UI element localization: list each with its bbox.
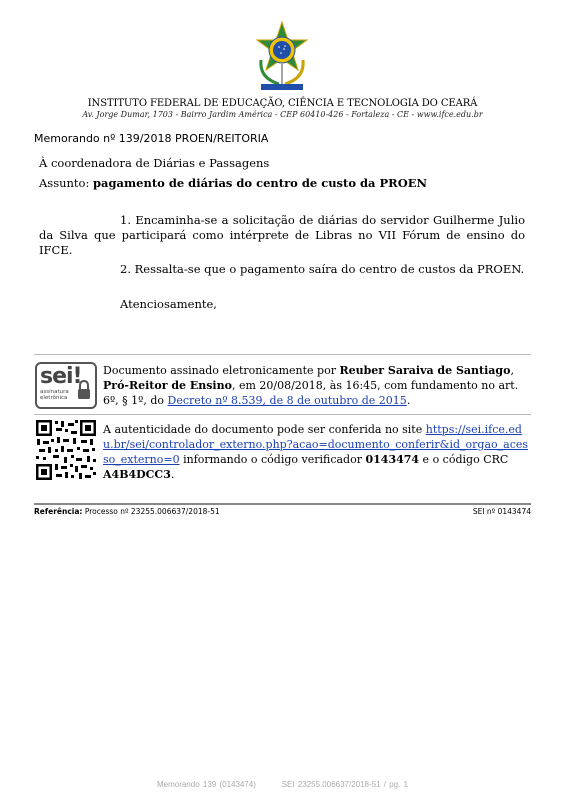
authenticity-text-1: A autenticidade do documento pode ser conferida no site bbox=[103, 423, 426, 436]
decree-link[interactable]: Decreto nº 8.539, de 8 de outubro de 2015 bbox=[167, 394, 407, 407]
authenticity-text-2: informando o código verificador bbox=[179, 453, 366, 466]
divider bbox=[34, 414, 531, 415]
sei-signature-logo bbox=[35, 362, 97, 409]
memo-recipient: À coordenadora de Diárias e Passagens bbox=[39, 156, 270, 170]
divider bbox=[34, 503, 531, 505]
institution-address: Av. Jorge Dumar, 1703 - Bairro Jardim América - CEP 60410-426 - Fortaleza - CE - www.ifce.edu.br bbox=[82, 110, 483, 119]
brazil-coat-of-arms-icon bbox=[249, 20, 315, 92]
lock-icon bbox=[77, 380, 91, 400]
subject-text: pagamento de diárias do centro de custo da PROEN bbox=[93, 176, 428, 190]
signer-role: Pró-Reitor de Ensino bbox=[103, 379, 232, 392]
memo-paragraph-1: 1. Encaminha-se a solicitação de diárias do servidor Guilherme Julio da Silva que participará como intérprete de Libras no VII Fórum de ensino do IFCE. bbox=[39, 213, 525, 257]
verifier-code: 0143474 bbox=[365, 453, 420, 466]
process-number: Processo nº 23255.006637/2018-51 bbox=[84, 507, 220, 516]
authenticity-text-3: e o código CRC bbox=[419, 453, 509, 466]
divider bbox=[34, 354, 531, 355]
memo-subject bbox=[39, 176, 427, 190]
sei-logo-text: sei! bbox=[40, 364, 82, 389]
authenticity-statement bbox=[103, 422, 531, 482]
signature-text-1: Documento assinado eletronicamente por bbox=[103, 364, 340, 377]
verification-url-link[interactable]: https://sei.ifce.edu.br/sei/controlador_externo.php?acao=documento_conferir&id_orgao_acesso_externo=0 bbox=[103, 423, 529, 466]
subject-label: Assunto: bbox=[39, 176, 90, 190]
crc-code: A4B4DCC3 bbox=[103, 468, 171, 481]
reference-label: Referência: bbox=[34, 507, 83, 516]
qr-code-icon bbox=[35, 419, 97, 481]
signer-name: Reuber Saraiva de Santiago bbox=[339, 364, 511, 377]
sei-number: SEI nº 0143474 bbox=[472, 507, 531, 516]
signature-text-3: , em 20/08/2018, às 16:45, com fundamento no art. 6º, § 1º, do bbox=[103, 379, 519, 407]
signature-statement bbox=[103, 363, 531, 408]
authenticity-text-4: . bbox=[170, 468, 175, 481]
signature-text-2: , bbox=[510, 364, 514, 377]
signature-text-4: . bbox=[406, 394, 411, 407]
memo-number: Memorando nº 139/2018 PROEN/REITORIA bbox=[34, 132, 269, 145]
sei-logo-caption: assinatura eletrônica bbox=[40, 389, 69, 401]
reference-process bbox=[34, 507, 220, 516]
page-footer: Memorando 139 (0143474) SEI 23255.006637/2018-51 / pg. 1 bbox=[156, 780, 409, 789]
memo-paragraph-2: 2. Ressalta-se que o pagamento saíra do centro de custos da PROEN. bbox=[120, 262, 525, 276]
memo-closing: Atenciosamente, bbox=[120, 297, 217, 311]
institution-name: INSTITUTO FEDERAL DE EDUCAÇÃO, CIÊNCIA E TECNOLOGIA DO CEARÁ bbox=[87, 98, 478, 109]
